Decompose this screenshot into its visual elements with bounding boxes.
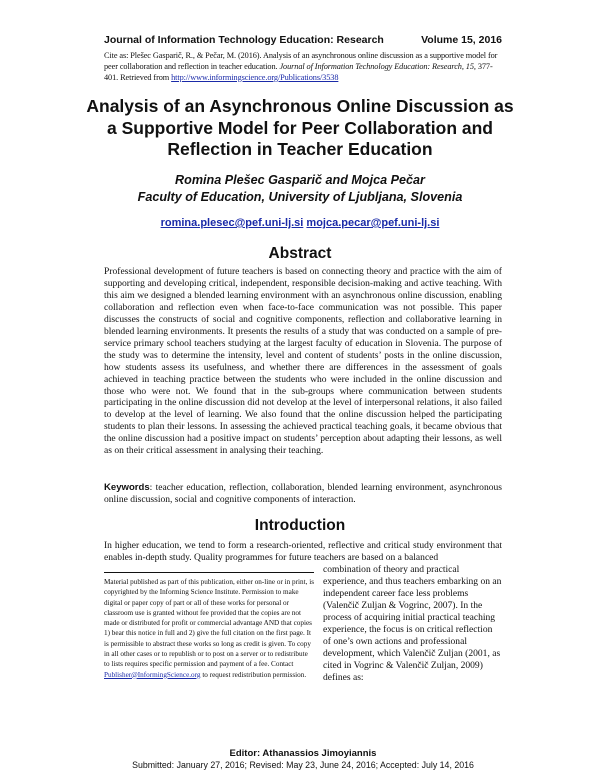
citation-pages: 377-401. Retrieved from xyxy=(104,61,493,82)
introduction-heading: Introduction xyxy=(254,517,346,534)
running-header xyxy=(104,34,502,48)
author-names: Romina Plešec Gasparič and Mojca Pečar xyxy=(175,173,425,187)
author-block xyxy=(80,172,520,206)
paper-title: Analysis of an Asynchronous Online Discussion as a Supportive Model for Peer Collaboration and Reflection in Teacher Education xyxy=(86,96,514,159)
email-link-2[interactable]: mojca.pecar@pef.uni-lj.si xyxy=(306,217,440,229)
keywords-list: : teacher education, reflection, collaboration, blended learning environment, asynchronous online discussion, social and cognitive components of interaction. xyxy=(104,482,502,505)
introduction-text: In higher education, we tend to form a research-oriented, reflective and critical study environment that enables in-depth study. Quality programmes for future teachers are based on a balanced xyxy=(104,540,502,563)
keywords-line xyxy=(104,482,502,506)
publisher-email-link[interactable]: Publisher@InformingScience.org xyxy=(104,670,201,679)
copyright-text: Material published as part of this publication, either on-line or in print, is copyrighted by the Informing Science Institute. Permission to make digital or paper copy of part or all of these works for personal or classroom use is granted without fee provided that the copies are not made or distributed for profit or commercial advantage AND that copies 1) bear this notice in full and 2) give the full citation on the first page. It is permissible to abstract these works so long as credit is given. To copy in all other cases or to republish or to post on a server or to redistribute to lists requires specific permission and payment of a fee. Contact xyxy=(104,578,314,669)
journal-name: Journal of Information Technology Education: Research xyxy=(104,34,384,46)
copyright-suffix: to request redistribution permission. xyxy=(200,670,307,679)
submission-dates: Submitted: January 27, 2016; Revised: May 23, June 24, 2016; Accepted: July 14, 2016 xyxy=(132,760,474,770)
abstract-text: Professional development of future teachers is based on connecting theory and practice with the aim of supporting and developing critical, independent, responsible decision-making and active teaching. With this aim we designed a blended learning environment with an asynchronous online discussion, enabling collaboration and reflection even when face-to-face communication was not possible. This paper discusses the constructs of social and cognitive components, reflection and collaborative learning in blended learning environments. It presents the results of a study that was conducted on a sample of pre-service primary school teachers studying at the largest faculty of education in Slovenia. The purpose of the study was to determine the intensity, level and content of students’ posts in the online discussion, how students assess its usefulness, and whether there are differences in the assessment of goals achieved in teaching practice between the students who were included in the online discussion and those who were not. We found that in the sub-groups where communication between students participating in the online discussion did not develop at the level of interpersonal relations, it also failed to develop at the level of learning. We also found that the online discussion helped the participating students to plan their lessons. In assessing the achieved practical teaching goals, it became obvious that the online discussion had a positive impact on students’ perception about adapting their lessons, as well as on their critical assessment in analysing their teaching. xyxy=(104,266,502,457)
email-link-1[interactable]: romina.plesec@pef.uni-lj.si xyxy=(160,217,304,229)
citation-journal: Journal of Information Technology Education: Research, 15, xyxy=(279,61,476,71)
citation-prefix: Cite as: Plešec Gasparič, R., & Pečar, M. (2016). Analysis of an asynchronous online discussion as a supportive model for peer collaboration and reflection in teacher education. xyxy=(104,51,498,71)
introduction-column-text: combination of theory and practical experience, and thus teachers embarking on an independent career face less problems (Valenčič Zuljan & Vogrinc, 2007). In the process of acquiring initial practical teaching experience, the focus is on critical reflection of one’s own actions and professional development, which Valenčič Zuljan (2001, as cited in Vogrinc & Valenčič Zuljan, 2009) defines as: xyxy=(323,564,502,683)
copyright-notice xyxy=(104,572,314,680)
editor-line: Editor: Athanassios Jimoyiannis xyxy=(229,748,377,759)
journal-volume: Volume 15, 2016 xyxy=(421,34,502,46)
author-affiliation: Faculty of Education, University of Ljubljana, Slovenia xyxy=(137,190,463,204)
citation-url-link[interactable]: http://www.informingscience.org/Publications/3538 xyxy=(171,72,339,82)
citation-block xyxy=(104,51,504,83)
abstract-heading: Abstract xyxy=(268,245,332,262)
author-emails xyxy=(80,217,520,229)
keywords-label: Keywords xyxy=(104,482,150,493)
